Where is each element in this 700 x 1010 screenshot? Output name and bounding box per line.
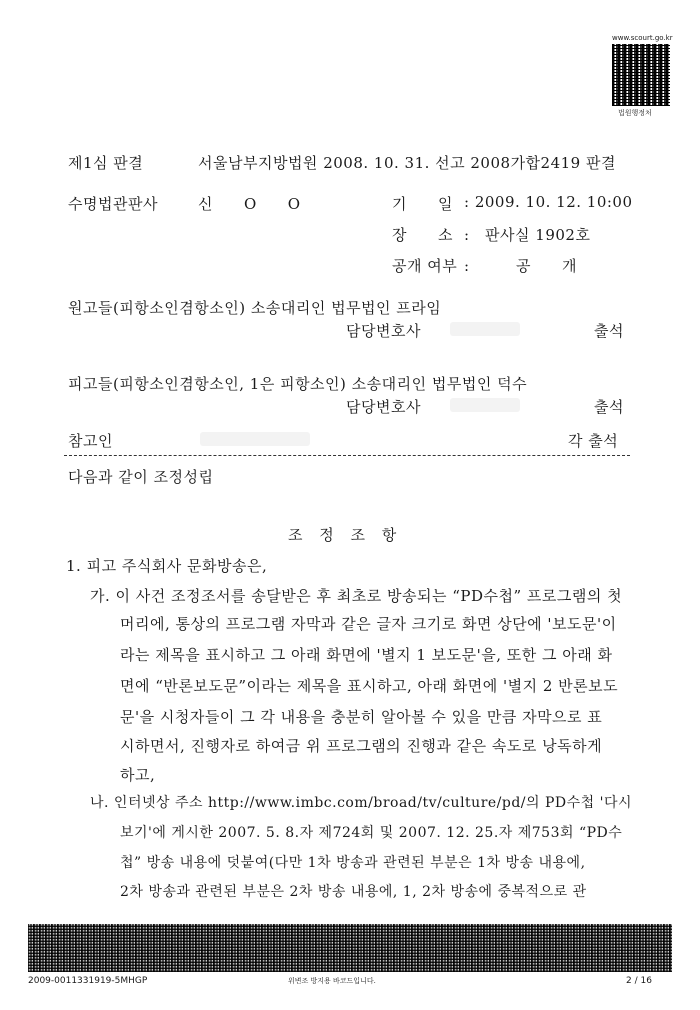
- plaintiff-status: 출석: [594, 322, 624, 340]
- defendant-lawyer: 담당변호사: [346, 398, 421, 416]
- public-label: 공개 여부: [392, 257, 458, 275]
- term-na-line: 첩” 방송 내용에 덧붙여(다만 1차 방송과 관련된 부분은 1차 방송 내용에,: [120, 855, 586, 871]
- term-na-line: 나. 인터넷상 주소 http://www.imbc.com/broad/tv/culture/pd/의 PD수첩 '다시: [90, 795, 633, 811]
- term-ga-line: 문'을 시청자들이 그 각 내용을 충분히 알아볼 수 있을 만큼 자막으로 표: [120, 708, 603, 726]
- term-ga-line: 머리에, 통상의 프로그램 자막과 같은 글자 크기로 화면 상단에 '보도문'이: [120, 615, 617, 633]
- defendant-status: 출석: [594, 398, 624, 416]
- term-na-line: 2차 방송과 관련된 부분은 2차 방송 내용에, 1, 2차 방송에 중복적으로 관: [120, 884, 587, 900]
- plaintiff-line: 원고들(피항소인겸항소인) 소송대리인 법무법인 프라임: [68, 299, 442, 317]
- term-ga-line: 면에 “반론보도문”이라는 제목을 표시하고, 아래 화면에 '별지 2 반론보도: [120, 677, 619, 695]
- issuer-stamp-text: 법원행정처: [618, 109, 652, 117]
- judge-label: 수명법관판사: [68, 195, 158, 213]
- term-ga-line: 시하면서, 진행자로 하여금 위 프로그램의 진행과 같은 속도로 낭독하게: [120, 737, 603, 755]
- reference-label: 참고인: [68, 432, 113, 450]
- site-url: www.scourt.go.kr: [612, 34, 673, 42]
- date-value: : 2009. 10. 12. 10:00: [464, 193, 633, 211]
- redaction-mark: [450, 322, 520, 336]
- page-number: 2 / 16: [626, 976, 652, 986]
- barcode-notice: 위변조 방지용 바코드입니다.: [288, 977, 376, 985]
- qr-code: [612, 44, 670, 106]
- date-label: 기 일: [392, 195, 453, 213]
- first-instance-label: 제1심 판결: [68, 154, 144, 172]
- term-ga-line: 가. 이 사건 조정조서를 송달받은 후 최초로 방송되는 “PD수첩” 프로그램의 첫: [90, 587, 623, 605]
- reference-status: 각 출석: [568, 432, 619, 450]
- terms-title: 조 정 조 항: [288, 526, 403, 544]
- term-ga-line: 라는 제목을 표시하고 그 아래 화면에 '별지 1 보도문'을, 또한 그 아래 화: [120, 646, 613, 664]
- defendant-line: 피고들(피항소인겸항소인, 1은 피항소인) 소송대리인 법무법인 덕수: [68, 375, 528, 393]
- term-ga-line: 하고,: [120, 766, 156, 784]
- divider: [64, 455, 630, 456]
- term-na-line: 보기'에 게시한 2007. 5. 8.자 제724회 및 2007. 12. 25.자 제753회 “PD수: [120, 825, 623, 841]
- public-value: : 공 개: [464, 257, 578, 275]
- document-id: 2009-0011331919-5MHGP: [28, 976, 148, 986]
- judge-value: 신 O O: [198, 195, 301, 213]
- first-instance-value: 서울남부지방법원 2008. 10. 31. 선고 2008가합2419 판결: [198, 154, 616, 172]
- settlement-result: 다음과 같이 조정성립: [68, 468, 214, 486]
- redaction-mark: [450, 398, 520, 412]
- place-label: 장 소: [392, 226, 453, 244]
- term-item-1: 1. 피고 주식회사 문화방송은,: [66, 557, 268, 575]
- place-value: : 판사실 1902호: [464, 226, 591, 244]
- redaction-mark: [200, 432, 310, 446]
- plaintiff-lawyer: 담당변호사: [346, 322, 421, 340]
- anti-forgery-barcode: [28, 924, 672, 972]
